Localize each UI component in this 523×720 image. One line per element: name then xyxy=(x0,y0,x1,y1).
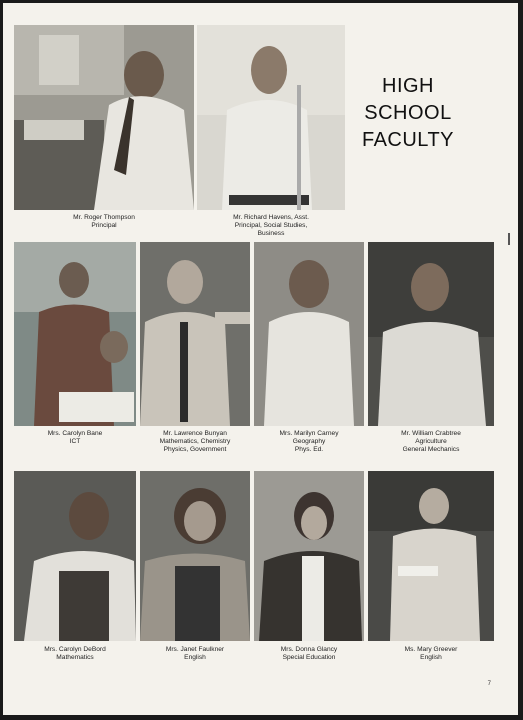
photo-carolyn-bane xyxy=(14,242,136,426)
caption-lawrence-bunyan: Mr. Lawrence Bunyan Mathematics, Chemistry Physics, Government xyxy=(159,430,231,453)
photo-mary-greever xyxy=(368,471,494,641)
photo-janet-faulkner xyxy=(140,471,250,641)
caption-carolyn-debord: Mrs. Carolyn DeBord Mathematics xyxy=(44,646,106,661)
page-title: HIGH SCHOOL FACULTY xyxy=(361,75,455,151)
photo-william-crabtree xyxy=(368,242,494,426)
page-number: 7 xyxy=(487,681,491,687)
photo-carolyn-debord xyxy=(14,471,136,641)
photo-richard-havens xyxy=(197,25,345,210)
photo-marilyn-carney xyxy=(254,242,364,426)
caption-roger-thompson: Mr. Roger Thompson Principal xyxy=(73,214,135,229)
yearbook-page xyxy=(3,3,518,715)
caption-richard-havens: Mr. Richard Havens, Asst. Principal, Social Studies, Business xyxy=(233,214,309,237)
caption-janet-faulkner: Mrs. Janet Faulkner English xyxy=(165,646,225,661)
photo-lawrence-bunyan xyxy=(140,242,250,426)
margin-mark xyxy=(508,233,510,245)
caption-marilyn-carney: Mrs. Marilyn Carney Geography Phys. Ed. xyxy=(279,430,339,453)
caption-mary-greever: Ms. Mary Greever English xyxy=(404,646,458,661)
photo-donna-glancy xyxy=(254,471,364,641)
caption-carolyn-bane: Mrs. Carolyn Bane ICT xyxy=(47,430,103,445)
caption-william-crabtree: Mr. William Crabtree Agriculture General Mechanics xyxy=(401,430,461,453)
caption-donna-glancy: Mrs. Donna Glancy Special Education xyxy=(280,646,338,661)
photo-roger-thompson xyxy=(14,25,194,210)
